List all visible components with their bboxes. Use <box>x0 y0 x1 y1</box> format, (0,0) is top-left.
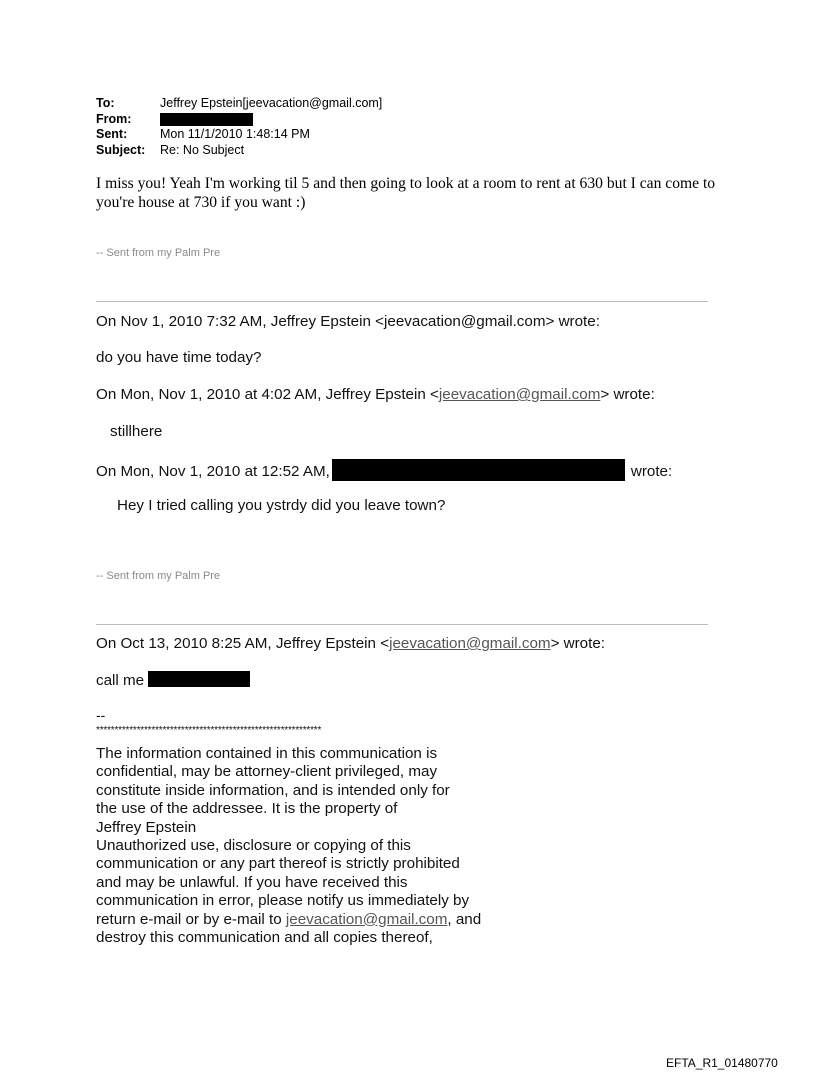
divider <box>96 301 708 302</box>
disclaimer-line: communication or any part thereof is strictly prohibited <box>96 855 460 873</box>
quote-header: On Nov 1, 2010 7:32 AM, Jeffrey Epstein <jeevacation@gmail.com> wrote: <box>96 313 600 330</box>
email-link[interactable]: jeevacation@gmail.com <box>285 910 448 928</box>
sender-redaction <box>332 459 625 481</box>
to-label: To: <box>96 96 115 110</box>
signature: -- Sent from my Palm Pre <box>96 247 221 259</box>
sent-value: Mon 11/1/2010 1:48:14 PM <box>160 127 310 141</box>
quote-body: do you have time today? <box>96 349 262 366</box>
confidentiality-disclaimer <box>96 745 536 947</box>
quote-header-suffix: > wrote: <box>600 386 655 403</box>
document-id: EFTA_R1_01480770 <box>666 1056 778 1070</box>
phone-redaction <box>148 671 250 687</box>
quote-header-suffix: wrote: <box>630 463 673 480</box>
quote-body <box>96 671 250 690</box>
quote-header-suffix: > wrote: <box>550 635 606 652</box>
quote-body: Hey I tried calling you ystrdy did you leave town? <box>117 497 446 514</box>
from-redaction <box>160 113 253 126</box>
to-row <box>96 96 382 112</box>
sent-row <box>96 127 382 143</box>
disclaimer-line: Unauthorized use, disclosure or copying of this <box>96 837 411 855</box>
message-body: I miss you! Yeah I'm working til 5 and then going to look at a room to rent at 630 but I can come to you're house at 730 if you want :) <box>96 175 716 211</box>
disclaimer-line: The information contained in this communication is <box>96 745 438 762</box>
quote-header-prefix: On Oct 13, 2010 8:25 AM, Jeffrey Epstein < <box>96 635 390 652</box>
to-value: Jeffrey Epstein[jeevacation@gmail.com] <box>160 96 383 110</box>
quote-header <box>96 459 672 481</box>
subject-value: Re: No Subject <box>160 142 245 157</box>
disclaimer-line: and may be unlawful. If you have received this <box>96 873 408 891</box>
disclaimer-line: destroy this communication and all copies thereof, <box>96 929 433 947</box>
disclaimer-line: constitute inside information, and is intended only for <box>96 781 450 799</box>
disclaimer-line <box>96 911 536 929</box>
disclaimer-line: communication in error, please notify us immediately by <box>96 892 470 910</box>
disclaimer-line: confidential, may be attorney-client privileged, may <box>96 763 438 781</box>
subject-row <box>96 143 382 159</box>
call-me-text: call me <box>96 672 145 689</box>
quote-header <box>96 634 605 653</box>
subject-label: Subject: <box>96 142 146 157</box>
from-label: From: <box>96 111 132 126</box>
disclaimer-line-prefix: return e-mail or by e-mail to <box>96 910 286 928</box>
quote-body: stillhere <box>110 423 163 440</box>
divider <box>96 624 708 625</box>
email-link[interactable]: jeevacation@gmail.com <box>389 635 551 652</box>
disclaimer-line: Jeffrey Epstein <box>96 818 197 836</box>
separator-dashes: -- <box>96 707 106 723</box>
email-header <box>96 96 382 158</box>
separator-stars: ************************************************************* <box>96 725 322 736</box>
quote-header <box>96 385 655 404</box>
disclaimer-line: the use of the addressee. It is the property of <box>96 800 398 818</box>
signature: -- Sent from my Palm Pre <box>96 570 221 582</box>
quote-header-prefix: On Mon, Nov 1, 2010 at 4:02 AM, Jeffrey Epstein < <box>96 386 439 403</box>
email-link[interactable]: jeevacation@gmail.com <box>438 386 601 403</box>
from-row <box>96 112 382 128</box>
disclaimer-line-suffix: , and <box>447 910 482 928</box>
sent-label: Sent: <box>96 127 128 141</box>
quote-header-prefix: On Mon, Nov 1, 2010 at 12:52 AM, <box>96 463 330 480</box>
